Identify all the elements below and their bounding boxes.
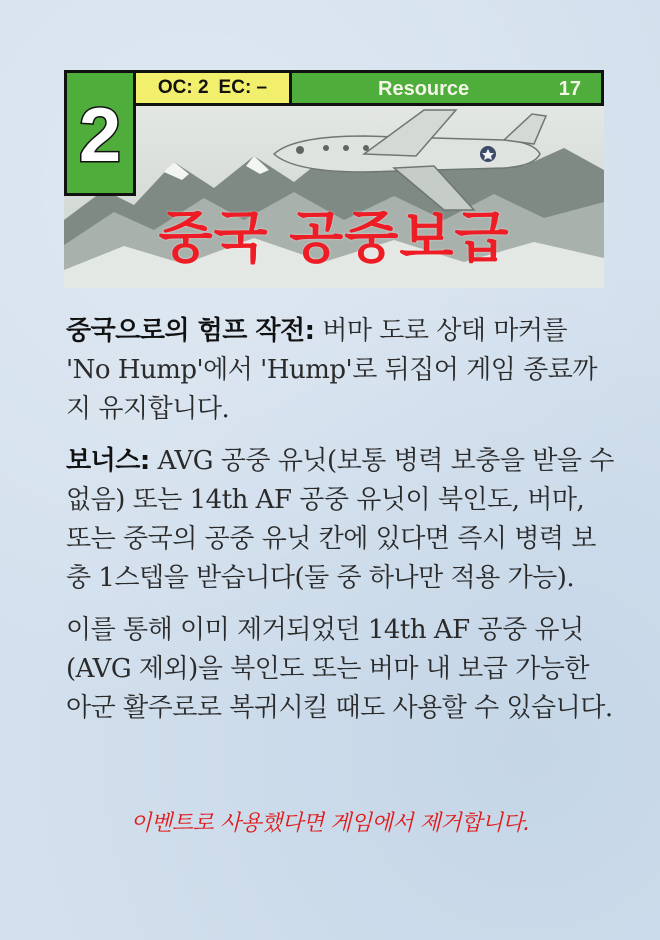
paragraph-return (66, 611, 614, 728)
card-type-box (292, 73, 601, 103)
paragraph-hump (66, 312, 614, 429)
card-type-label: Resource (378, 78, 470, 100)
card-number-box (64, 70, 136, 196)
card-header (64, 70, 604, 288)
event-removal-note: 이벤트로 사용했다면 게임에서 제거합니다. (130, 811, 530, 836)
paragraph-hump-text: 버마 도로 상태 마커를 'No Hump'에서 'Hump'로 뒤집어 게임 종료까지 유지합니다. (66, 316, 598, 424)
ec-value: EC: – (218, 77, 268, 98)
paragraph-return-text: 이를 통해 이미 제거되었던 14th AF 공중 유닛(AVG 제외)을 북인도 또는 버마 내 보급 가능한 아군 활주로로 복귀시킬 때도 사용할 수 있습니다. (66, 615, 613, 723)
card-title: 중국 공중보급 (158, 206, 510, 271)
card-id-number: 17 (558, 78, 581, 100)
card-number: 2 (78, 93, 122, 178)
oc-ec-box (136, 73, 292, 103)
oc-value: OC: 2 (157, 77, 209, 98)
paragraph-bonus (66, 442, 614, 598)
card-body (66, 312, 614, 741)
paragraph-hump-lead: 중국으로의 험프 작전: (66, 316, 315, 346)
card-info-bar (136, 70, 604, 106)
paragraph-bonus-lead: 보너스: (66, 446, 150, 476)
paragraph-bonus-text: AVG 공중 유닛(보통 병력 보충을 받을 수 없음) 또는 14th AF 공중 유닛이 북인도, 버마, 또는 중국의 공중 유닛 칸에 있다면 즉시 병력 보충 1스텝을 받습니다(둘 중 하나만 적용 가능). (66, 446, 614, 593)
